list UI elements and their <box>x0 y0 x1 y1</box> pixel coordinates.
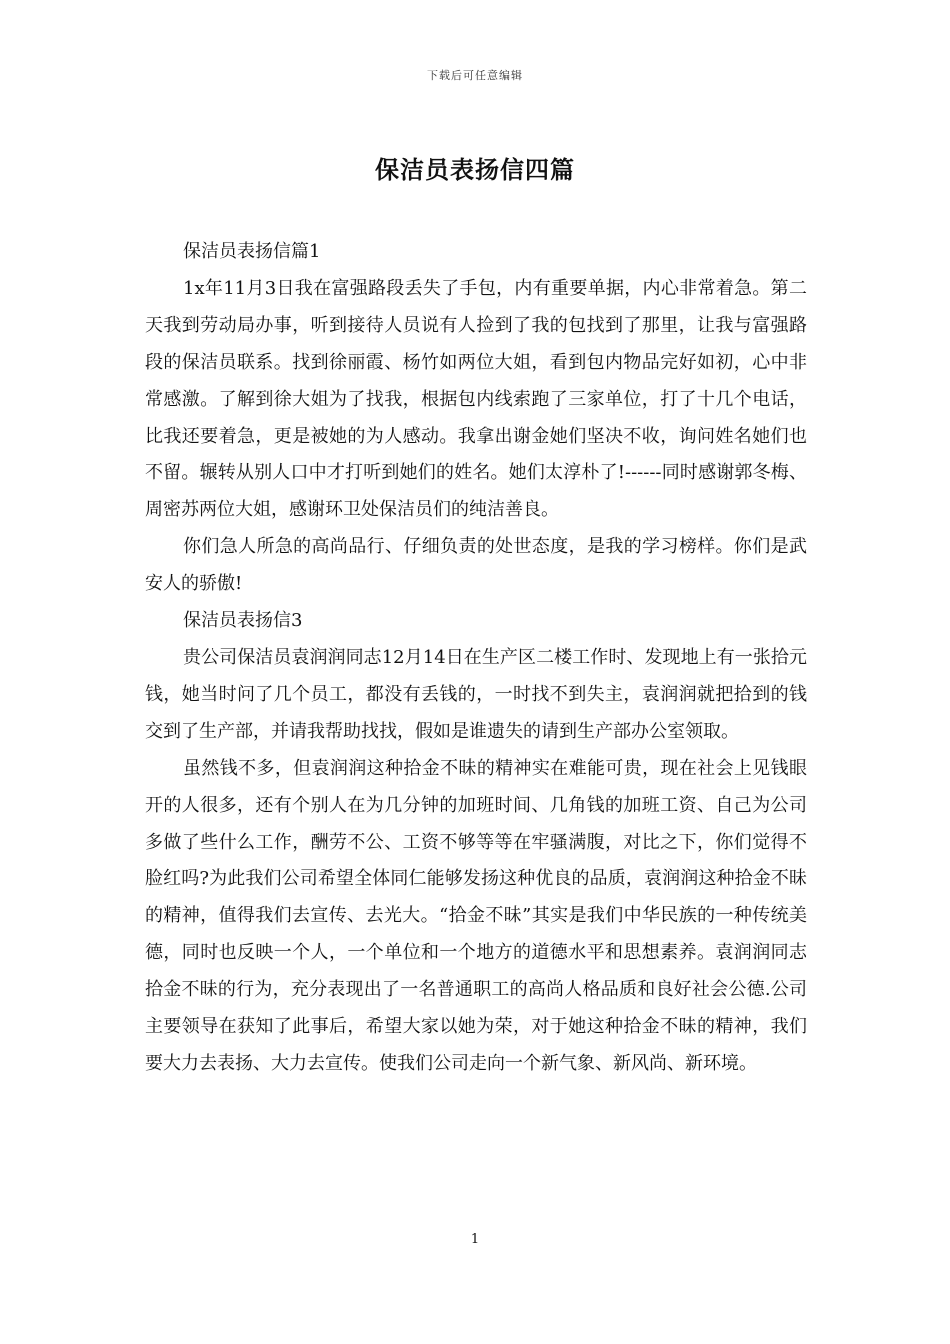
document-title: 保洁员表扬信四篇 <box>375 155 575 184</box>
page-number: 1 <box>470 1232 480 1247</box>
section-heading-3: 保洁员表扬信3 <box>183 610 303 632</box>
section-heading-1: 保洁员表扬信篇1 <box>183 241 321 262</box>
body-paragraph: 虽然钱不多，但袁润润这种拾金不昧的精神实在难能可贵，现在社会上见钱眼开的人很多，还有个别人在为几分钟的加班时间、几角钱的加班工资、自己为公司多做了些什么工作，酬劳不公、工资不够等等在牢骚满腹，对比之下，你们觉得不脸红吗?为此我们公司希望全体同仁能够发扬这种优良的品质，袁润润这种拾金不昧的精神，值得我们去宣传、去光大。“拾金不昧”其实是我们中华民族的一种传统美德，同时也反映一个人，一个单位和一个地方的道德水平和思想素养。袁润润同志拾金不昧的行为，充分表现出了一名普通职工的高尚人格品质和良好社会公德.公司主要领导在获知了此事后，希望大家以她为荣，对于她这种拾金不昧的精神，我们要大力去表扬、大力去宣传。使我们公司走向一个新气象、新风尚、新环境。 <box>145 757 807 1074</box>
body-paragraph: 你们急人所急的高尚品行、仔细负责的处世态度，是我的学习榜样。你们是武安人的骄傲! <box>145 536 807 595</box>
document-body <box>145 234 807 1083</box>
header-note: 下载后可任意编辑 <box>427 69 523 82</box>
body-paragraph: 1x年11月3日我在富强路段丢失了手包，内有重要单据，内心非常着急。第二天我到劳动局办事，听到接待人员说有人捡到了我的包找到了那里，让我与富强路段的保洁员联系。找到徐丽霞、杨竹如两位大姐，看到包内物品完好如初，心中非常感激。了解到徐大姐为了找我，根据包内线索跑了三家单位，打了十几个电话，比我还要着急，更是被她的为人感动。我拿出谢金她们坚决不收，询问姓名她们也不留。辗转从别人口中才打听到她们的姓名。她们太淳朴了!------同时感谢郭冬梅、周密苏两位大姐，感谢环卫处保洁员们的纯洁善良。 <box>145 277 807 521</box>
body-paragraph: 贵公司保洁员袁润润同志12月14日在生产区二楼工作时、发现地上有一张拾元钱，她当时问了几个员工，都没有丢钱的，一时找不到失主，袁润润就把拾到的钱交到了生产部，并请我帮助找找，假如是谁遗失的请到生产部办公室领取。 <box>145 646 807 742</box>
